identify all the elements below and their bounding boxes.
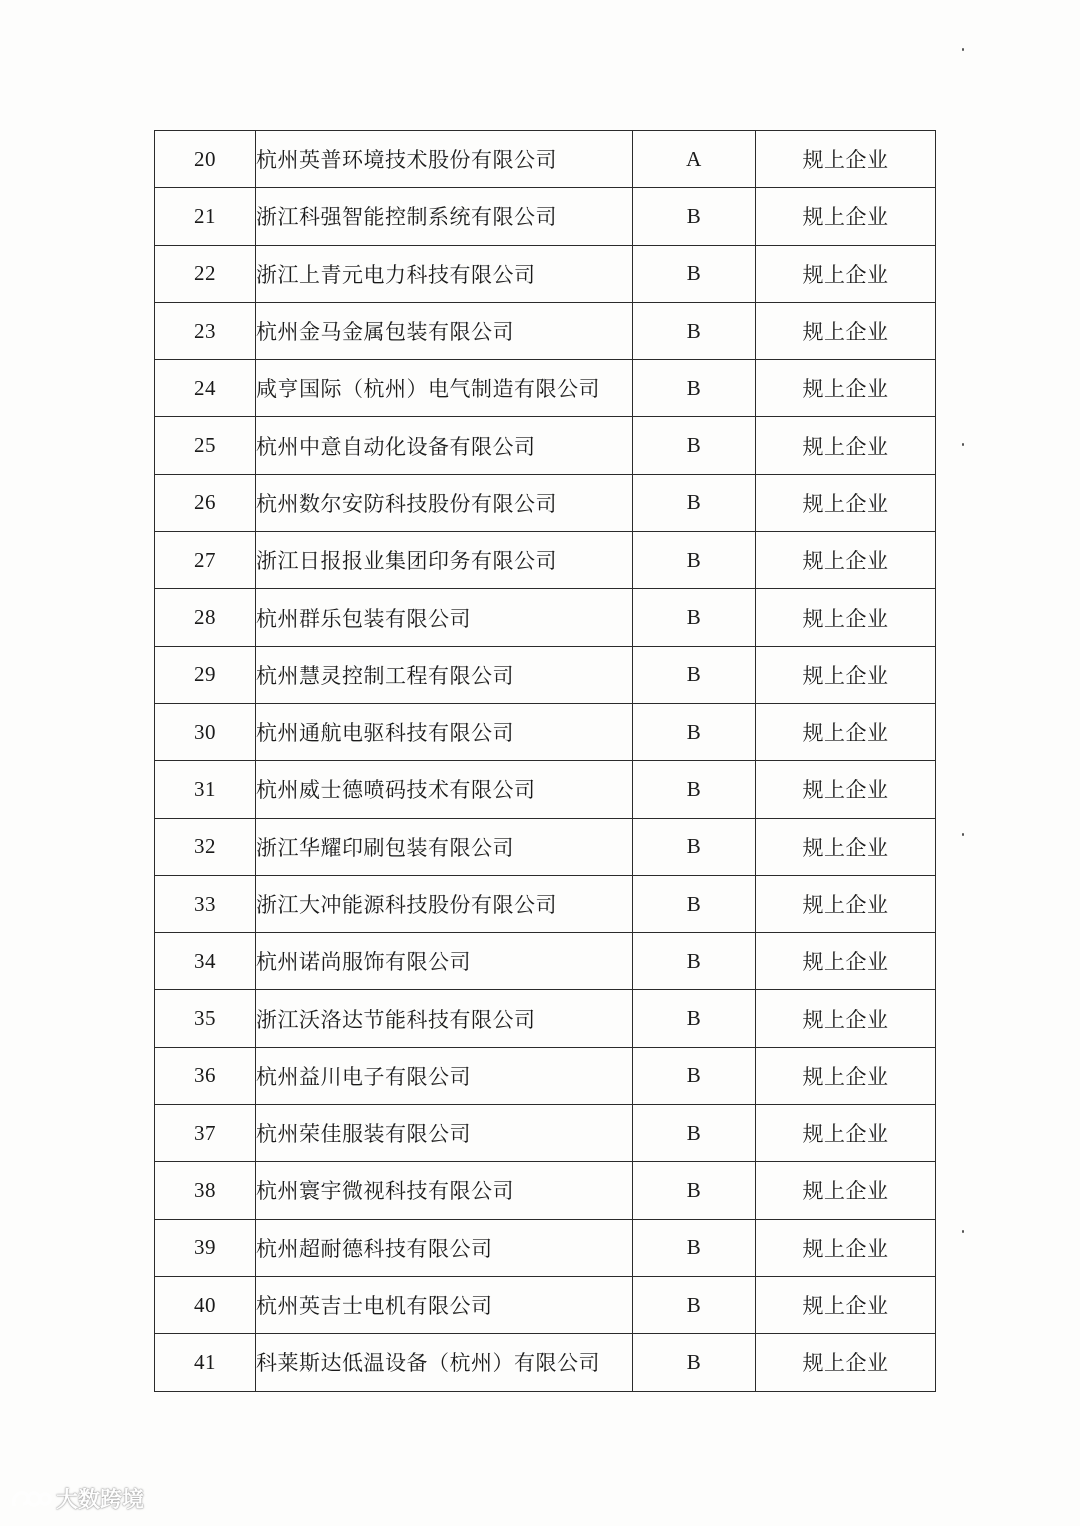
table-row <box>155 818 936 875</box>
grade-cell: B <box>633 188 756 245</box>
table-row <box>155 532 936 589</box>
company-name-cell: 杭州慧灵控制工程有限公司 <box>256 646 633 703</box>
table-row <box>155 360 936 417</box>
scan-speck <box>962 1230 964 1233</box>
table-row <box>155 474 936 531</box>
grade-cell: B <box>633 703 756 760</box>
table-row <box>155 703 936 760</box>
row-number-cell: 30 <box>155 703 256 760</box>
row-number-cell: 34 <box>155 933 256 990</box>
company-name-cell: 杭州通航电驱科技有限公司 <box>256 703 633 760</box>
company-name-cell: 杭州益川电子有限公司 <box>256 1047 633 1104</box>
grade-cell: B <box>633 245 756 302</box>
double-ring-logo-icon <box>10 1486 52 1512</box>
enterprise-type-cell: 规上企业 <box>756 818 936 875</box>
row-number-cell: 29 <box>155 646 256 703</box>
company-name-cell: 浙江华耀印刷包装有限公司 <box>256 818 633 875</box>
company-name-cell: 杭州诺尚服饰有限公司 <box>256 933 633 990</box>
grade-cell: A <box>633 131 756 188</box>
company-name-cell: 咸亨国际（杭州）电气制造有限公司 <box>256 360 633 417</box>
enterprise-type-cell: 规上企业 <box>756 1276 936 1333</box>
row-number-cell: 33 <box>155 875 256 932</box>
table-body <box>155 131 936 1392</box>
table-row <box>155 1219 936 1276</box>
row-number-cell: 37 <box>155 1105 256 1162</box>
company-name-cell: 杭州群乐包装有限公司 <box>256 589 633 646</box>
watermark-text: 大数跨境 <box>56 1488 145 1513</box>
grade-cell: B <box>633 818 756 875</box>
enterprise-type-cell: 规上企业 <box>756 990 936 1047</box>
company-name-cell: 浙江大冲能源科技股份有限公司 <box>256 875 633 932</box>
grade-cell: B <box>633 1219 756 1276</box>
enterprise-type-cell: 规上企业 <box>756 761 936 818</box>
grade-cell: B <box>633 589 756 646</box>
company-name-cell: 浙江科强智能控制系统有限公司 <box>256 188 633 245</box>
company-name-cell: 杭州金马金属包装有限公司 <box>256 302 633 359</box>
enterprise-type-cell: 规上企业 <box>756 589 936 646</box>
row-number-cell: 32 <box>155 818 256 875</box>
grade-cell: B <box>633 1105 756 1162</box>
row-number-cell: 25 <box>155 417 256 474</box>
company-name-cell: 杭州中意自动化设备有限公司 <box>256 417 633 474</box>
enterprise-type-cell: 规上企业 <box>756 703 936 760</box>
enterprise-type-cell: 规上企业 <box>756 245 936 302</box>
enterprise-type-cell: 规上企业 <box>756 417 936 474</box>
row-number-cell: 23 <box>155 302 256 359</box>
grade-cell: B <box>633 1162 756 1219</box>
table-row <box>155 1105 936 1162</box>
row-number-cell: 26 <box>155 474 256 531</box>
scan-speck <box>962 48 964 51</box>
enterprise-type-cell: 规上企业 <box>756 302 936 359</box>
table-row <box>155 245 936 302</box>
row-number-cell: 40 <box>155 1276 256 1333</box>
grade-cell: B <box>633 933 756 990</box>
row-number-cell: 36 <box>155 1047 256 1104</box>
table-row <box>155 875 936 932</box>
row-number-cell: 20 <box>155 131 256 188</box>
company-name-cell: 杭州超耐德科技有限公司 <box>256 1219 633 1276</box>
company-name-cell: 杭州英普环境技术股份有限公司 <box>256 131 633 188</box>
table-row <box>155 1334 936 1391</box>
company-name-cell: 杭州威士德喷码技术有限公司 <box>256 761 633 818</box>
enterprise-type-cell: 规上企业 <box>756 474 936 531</box>
row-number-cell: 27 <box>155 532 256 589</box>
company-name-cell: 杭州寰宇微视科技有限公司 <box>256 1162 633 1219</box>
enterprise-type-cell: 规上企业 <box>756 131 936 188</box>
company-name-cell: 杭州英吉士电机有限公司 <box>256 1276 633 1333</box>
row-number-cell: 38 <box>155 1162 256 1219</box>
table-row <box>155 188 936 245</box>
table-row <box>155 589 936 646</box>
company-name-cell: 科莱斯达低温设备（杭州）有限公司 <box>256 1334 633 1391</box>
grade-cell: B <box>633 1047 756 1104</box>
watermark <box>10 1483 144 1514</box>
grade-cell: B <box>633 990 756 1047</box>
table-row <box>155 990 936 1047</box>
table-row <box>155 646 936 703</box>
company-name-cell: 浙江沃洛达节能科技有限公司 <box>256 990 633 1047</box>
scan-speck <box>962 833 964 836</box>
table-row <box>155 1276 936 1333</box>
row-number-cell: 35 <box>155 990 256 1047</box>
grade-cell: B <box>633 646 756 703</box>
row-number-cell: 28 <box>155 589 256 646</box>
table-row <box>155 761 936 818</box>
row-number-cell: 22 <box>155 245 256 302</box>
enterprise-type-cell: 规上企业 <box>756 1162 936 1219</box>
row-number-cell: 39 <box>155 1219 256 1276</box>
enterprise-type-cell: 规上企业 <box>756 1105 936 1162</box>
company-name-cell: 浙江日报报业集团印务有限公司 <box>256 532 633 589</box>
row-number-cell: 31 <box>155 761 256 818</box>
table-row <box>155 933 936 990</box>
grade-cell: B <box>633 875 756 932</box>
enterprise-type-cell: 规上企业 <box>756 1047 936 1104</box>
enterprise-type-cell: 规上企业 <box>756 1219 936 1276</box>
table-row <box>155 1162 936 1219</box>
company-name-cell: 浙江上青元电力科技有限公司 <box>256 245 633 302</box>
table-row <box>155 417 936 474</box>
grade-cell: B <box>633 1334 756 1391</box>
enterprise-type-cell: 规上企业 <box>756 188 936 245</box>
grade-cell: B <box>633 360 756 417</box>
enterprise-type-cell: 规上企业 <box>756 933 936 990</box>
enterprise-type-cell: 规上企业 <box>756 646 936 703</box>
row-number-cell: 24 <box>155 360 256 417</box>
grade-cell: B <box>633 302 756 359</box>
scan-speck <box>962 443 964 446</box>
table-row <box>155 1047 936 1104</box>
company-name-cell: 杭州数尔安防科技股份有限公司 <box>256 474 633 531</box>
enterprise-table <box>154 130 936 1392</box>
table-row <box>155 302 936 359</box>
row-number-cell: 21 <box>155 188 256 245</box>
enterprise-type-cell: 规上企业 <box>756 532 936 589</box>
grade-cell: B <box>633 1276 756 1333</box>
grade-cell: B <box>633 474 756 531</box>
row-number-cell: 41 <box>155 1334 256 1391</box>
company-name-cell: 杭州荣佳服装有限公司 <box>256 1105 633 1162</box>
table-row <box>155 131 936 188</box>
grade-cell: B <box>633 417 756 474</box>
enterprise-type-cell: 规上企业 <box>756 1334 936 1391</box>
enterprise-type-cell: 规上企业 <box>756 360 936 417</box>
grade-cell: B <box>633 532 756 589</box>
enterprise-type-cell: 规上企业 <box>756 875 936 932</box>
grade-cell: B <box>633 761 756 818</box>
